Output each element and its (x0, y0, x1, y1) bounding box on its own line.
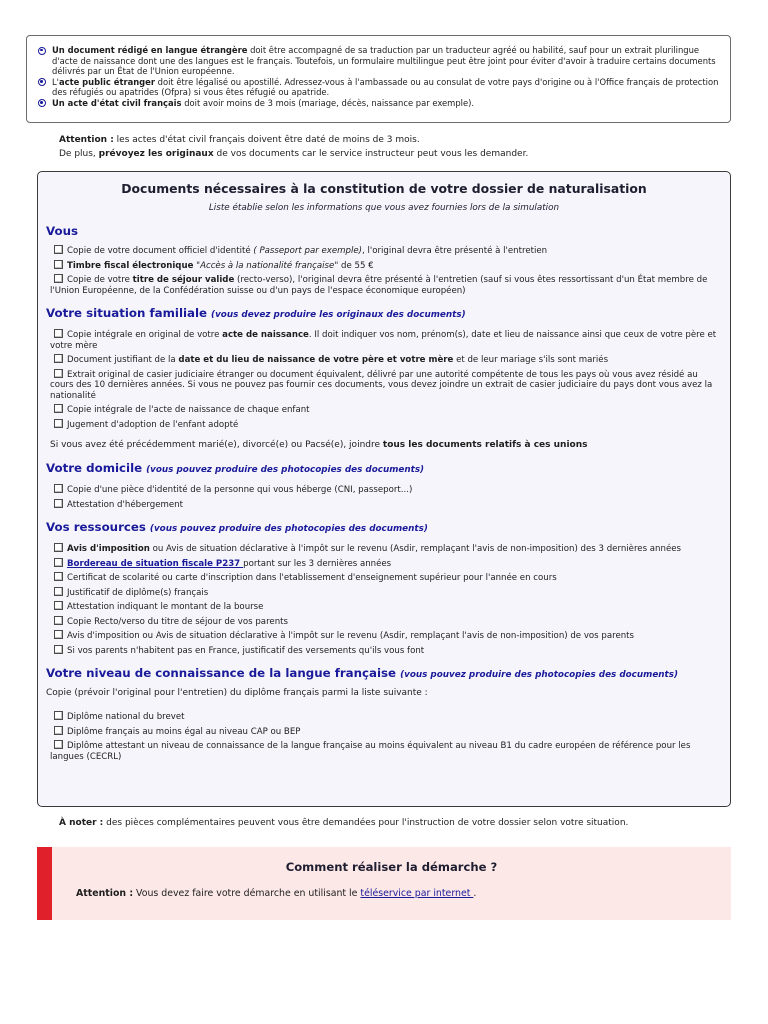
demarche-attention-label: Attention : (76, 888, 134, 899)
checkbox[interactable] (54, 260, 63, 269)
demarche-attention (76, 888, 476, 899)
checkbox[interactable] (54, 645, 63, 654)
item-text: Copie de votre (67, 275, 133, 285)
section-langue-heading (46, 668, 722, 681)
teleservice-link[interactable]: téléservice par internet (360, 888, 474, 899)
item-text: ou Avis de situation déclarative à l'impôt sur le revenu (Asdir, remplaçant l'avis de non-imposition) des 3 dernières années (149, 544, 681, 554)
checkbox[interactable] (54, 369, 63, 378)
section-vous-list (46, 245, 722, 296)
checkbox[interactable] (54, 543, 63, 552)
item-bold: acte de naissance (222, 330, 309, 340)
demarche-box (37, 847, 731, 920)
item-text: Copie d'une pièce d'identité de la personne qui vous héberge (CNI, passeport...) (67, 485, 413, 495)
panel-subtitle: Liste établie selon les informations que vous avez fournies lors de la simulation (208, 203, 560, 213)
langue-intro: Copie (prévoir l'original pour l'entretien) du diplôme français parmi la liste suivante : (46, 688, 428, 698)
section-heading-text: Votre domicile (46, 461, 143, 475)
section-domicile-list (46, 484, 722, 510)
checklist-item (50, 404, 722, 416)
bullet-icon (38, 99, 46, 107)
checkbox[interactable] (54, 630, 63, 639)
info-item-prefix: L' (52, 76, 59, 87)
info-item (38, 98, 720, 109)
bordereau-p237-link[interactable]: Bordereau de situation fiscale P237 (67, 558, 244, 569)
item-text: . Il doit indiquer vos nom, prénom(s), date et lieu de naissance ainsi que ceux de votre père et votre mère (50, 330, 717, 351)
item-text: et de leur mariage s'ils sont mariés (453, 355, 609, 365)
section-hint: (vous pouvez produire des photocopies des documents) (149, 524, 428, 534)
item-text: Document justifiant de la (67, 355, 179, 365)
checkbox[interactable] (54, 499, 63, 508)
checkbox[interactable] (54, 740, 63, 749)
info-box (26, 35, 731, 123)
item-text: de 55 € (338, 260, 374, 271)
checkbox[interactable] (54, 274, 63, 283)
checklist-item (50, 601, 722, 613)
demarche-end: . (473, 888, 477, 899)
section-domicile-heading (46, 463, 722, 476)
checklist-item (50, 274, 722, 296)
checklist-item (50, 726, 722, 738)
section-ressources-heading (46, 522, 722, 535)
section-famille-heading (46, 308, 722, 321)
item-bold: titre de séjour valide (132, 275, 235, 285)
checklist-item (50, 572, 722, 584)
checkbox[interactable] (54, 404, 63, 413)
a-noter-note (59, 818, 628, 829)
attention-line2-post: de vos documents car le service instructeur peut vous les demander. (213, 149, 529, 159)
info-item-bold: Un document rédigé en langue étrangère (52, 45, 248, 55)
checkbox[interactable] (54, 601, 63, 610)
info-item-text: doit être accompagné de sa traduction par un traducteur agréé ou habilité, sauf pour un extrait plurilingue d'acte de naissance dont une des langues est le français. Toutefois, un formulaire multilingue peut être joint pour éviter d'avoir à traduire certains documents délivrés par un État de l'Union européenne. (52, 45, 716, 76)
note-text: Si vous avez été précédemment marié(e), divorcé(e) ou Pacsé(e), joindre (50, 440, 383, 450)
checkbox[interactable] (54, 587, 63, 596)
attention-label: Attention : (59, 135, 114, 145)
section-hint: (vous devez produire les originaux des documents) (211, 310, 466, 320)
checkbox[interactable] (54, 711, 63, 720)
section-heading-text: Votre situation familiale (46, 306, 208, 320)
checklist-item (50, 369, 722, 402)
documents-panel (37, 171, 731, 807)
checklist-item (50, 558, 722, 570)
checklist-item (50, 245, 722, 257)
item-text: Jugement d'adoption de l'enfant adopté (67, 419, 239, 430)
section-langue-list (46, 711, 722, 762)
attention-line2-pre: De plus, (59, 149, 99, 159)
unions-note (46, 440, 722, 451)
bullet-icon (38, 78, 46, 86)
checkbox[interactable] (54, 616, 63, 625)
checklist-item (50, 587, 722, 599)
item-text: Copie intégrale en original de votre (67, 330, 223, 340)
section-hint: (vous pouvez produire des photocopies des documents) (400, 670, 679, 680)
item-text: Diplôme attestant un niveau de connaissance de la langue française au moins équivalent au niveau B1 du cadre européen de référence pour les langues (CECRL) (50, 741, 691, 762)
item-text: Diplôme national du brevet (67, 712, 185, 722)
section-ressources-list (46, 543, 722, 656)
info-item-text: doit avoir moins de 3 mois (mariage, décès, naissance par exemple). (181, 97, 475, 108)
demarche-title: Comment réaliser la démarche ? (285, 860, 498, 874)
item-text: Diplôme français au moins égal au niveau CAP ou BEP (67, 726, 301, 737)
section-heading-text: Vos ressources (46, 520, 146, 534)
item-text: Copie Recto/verso du titre de séjour de vos parents (67, 616, 289, 627)
checklist-item (50, 711, 722, 723)
item-italic: ( Passeport par exemple) (253, 246, 363, 256)
info-item-bold: acte public étranger (58, 76, 155, 87)
attention-note (59, 133, 528, 161)
note-bold: tous les documents relatifs à ces unions (382, 440, 588, 450)
item-text: Copie de votre document officiel d'identité (67, 246, 254, 256)
checklist-item (50, 499, 722, 511)
checklist-item (50, 616, 722, 628)
checklist-item (50, 645, 722, 657)
checkbox[interactable] (54, 354, 63, 363)
item-text: portant sur les 3 dernières années (243, 558, 392, 569)
checklist-item (50, 354, 722, 366)
item-text: Attestation indiquant le montant de la bourse (67, 602, 264, 612)
checklist-item (50, 329, 722, 351)
checklist-item (50, 260, 722, 272)
item-text: Justificatif de diplôme(s) français (67, 587, 209, 598)
item-text: Extrait original de casier judiciaire étranger ou document équivalent, délivré par une autorité compétente de tous les pays où vous avez résidé au cours des 10 dernières années. Si vous ne pouvez pas fournir ces documents, vous devez joindre un extrait de casier judiciaire du pays dont vous avez la nationalité (50, 369, 713, 401)
info-item (38, 77, 720, 98)
item-text: Si vos parents n'habitent pas en France, justificatif des versements qu'ils vous font (67, 645, 425, 656)
checkbox[interactable] (54, 329, 63, 338)
section-heading-text: Votre niveau de connaissance de la langue française (46, 666, 397, 680)
attention-line2-bold: prévoyez les originaux (98, 149, 214, 159)
item-text: Copie intégrale de l'acte de naissance de chaque enfant (67, 405, 310, 415)
info-item (38, 45, 720, 77)
checkbox[interactable] (54, 484, 63, 493)
checkbox[interactable] (54, 572, 63, 581)
item-text: Avis d'imposition ou Avis de situation déclarative à l'impôt sur le revenu (Asdir, remplaçant l'avis de non-imposition) de vos parents (67, 631, 635, 641)
info-item-bold: Un acte d'état civil français (52, 97, 182, 108)
a-noter-text: des pièces complémentaires peuvent vous être demandées pour l'instruction de votre dossier selon votre situation. (103, 818, 629, 828)
checkbox[interactable] (54, 245, 63, 254)
checklist-item (50, 630, 722, 642)
item-text: (recto-verso), l'original devra être présenté à l'entretien (sauf si vous êtes ressortissant d'un État membre de l'Union Européenne, de la Confédération suisse ou d'un pays de l'espace économique européen) (50, 275, 708, 296)
item-text: Attestation d'hébergement (67, 499, 183, 510)
checklist-item (50, 740, 722, 762)
panel-title: Documents nécessaires à la constitution de votre dossier de naturalisation (121, 181, 647, 196)
checklist-item (50, 419, 722, 431)
attention-text: les actes d'état civil français doivent être daté de moins de 3 mois. (113, 135, 420, 145)
item-text: Certificat de scolarité ou carte d'inscription dans l'etablissement d'enseignement supérieur pour l'année en cours (67, 573, 557, 583)
item-bold: date et du lieu de naissance de votre père et votre mère (178, 355, 454, 365)
item-bold: Timbre fiscal électronique (67, 260, 194, 271)
section-heading-text: Vous (46, 224, 79, 238)
checklist-item (50, 543, 722, 555)
checkbox[interactable] (54, 419, 63, 428)
section-vous-heading (46, 226, 722, 237)
demarche-attention-text: Vous devez faire votre démarche en utilisant le (133, 888, 361, 899)
info-item-text: doit être légalisé ou apostillé. Adressez-vous à l'ambassade ou au consulat de votre pays d'origine ou à l'Office français de protection des réfugiés ou apatrides (Ofpra) si vous êtes réfugié ou apatride. (52, 76, 719, 97)
section-hint: (vous pouvez produire des photocopies des documents) (146, 465, 425, 475)
item-text: , l'original devra être présenté à l'entretien (362, 246, 548, 256)
checklist-item (50, 484, 722, 496)
section-famille-list (46, 329, 722, 430)
checkbox[interactable] (54, 726, 63, 735)
checkbox[interactable] (54, 558, 63, 567)
bullet-icon (38, 47, 46, 55)
item-italic: "Accès à la nationalité française" (193, 260, 339, 271)
item-bold: Avis d'imposition (67, 544, 150, 554)
a-noter-label: À noter : (59, 818, 104, 828)
